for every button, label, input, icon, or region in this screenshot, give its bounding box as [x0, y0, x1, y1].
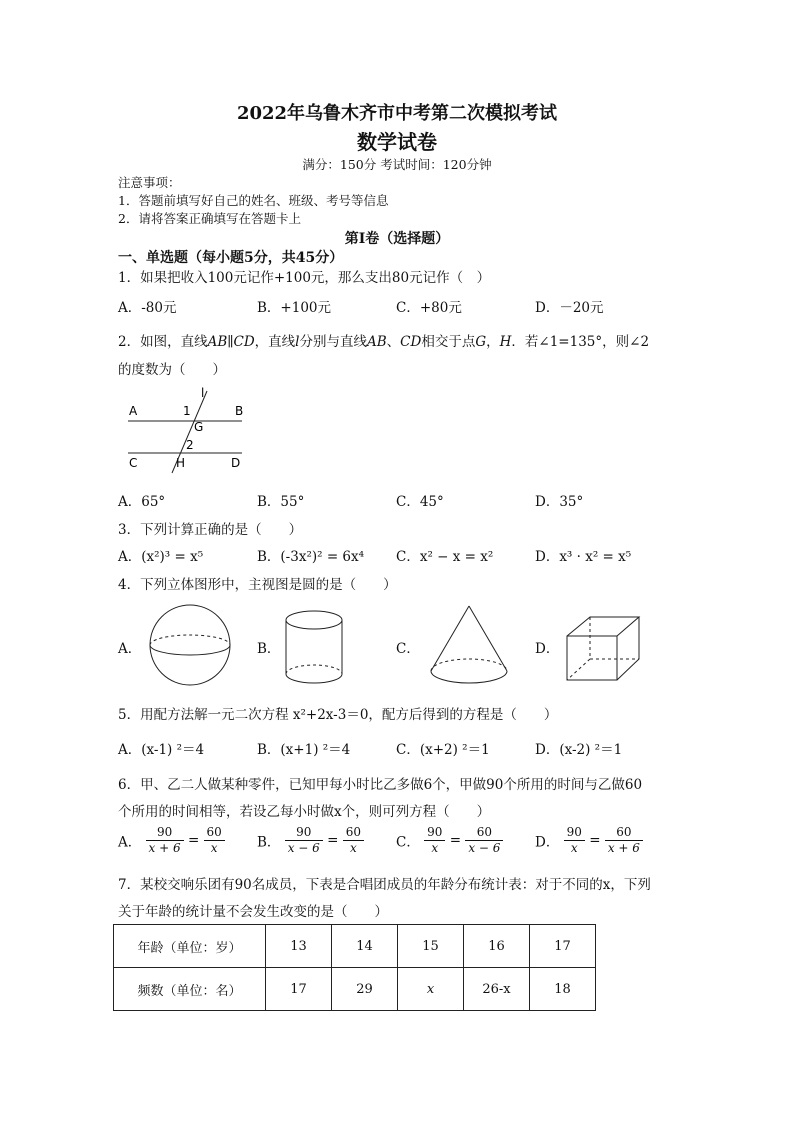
label-c: C — [129, 456, 138, 470]
q4-option-c: C． — [396, 641, 420, 657]
fraction — [424, 825, 445, 856]
numerator: 90 — [424, 825, 445, 841]
score-time: 满分：150分 考试时间：120分钟 — [302, 157, 492, 172]
q6-option-a — [118, 825, 225, 856]
label-b: B — [235, 404, 244, 418]
cylinder-figure — [284, 608, 344, 688]
label-d: D — [231, 456, 241, 470]
q7-stem-line2: 关于年龄的统计量不会发生改变的是（ ） — [118, 904, 388, 920]
q3-option-d: D．x³ · x² = x⁵ — [535, 549, 632, 565]
paper-title: 数学试卷 — [357, 130, 437, 154]
numerator: 60 — [605, 825, 643, 841]
q2-stem-line2: 的度数为（ ） — [118, 362, 226, 378]
fraction — [204, 825, 225, 856]
numerator: 60 — [204, 825, 225, 841]
q6-option-d — [535, 825, 643, 856]
q2-stem — [118, 330, 649, 350]
q2-stem-text: 分别与直线 — [299, 334, 367, 350]
table-cell: 年龄（单位：岁） — [114, 925, 266, 968]
q2-stem-text: ，直线 — [254, 334, 296, 350]
sphere-figure — [146, 604, 234, 686]
denominator: x + 6 — [607, 841, 640, 855]
option-label: A． — [118, 834, 142, 851]
equals-sign: = — [449, 832, 462, 849]
q1-option-b: B．+100元 — [257, 300, 331, 316]
separator: 、 — [386, 334, 401, 350]
cube-figure — [564, 614, 644, 684]
fraction — [605, 825, 643, 856]
note-item: 1．答题前填写好自己的姓名、班级、考号等信息 — [118, 193, 389, 208]
note-item: 2．请将答案正确填写在答题卡上 — [118, 211, 301, 226]
line-ab: AB — [367, 334, 387, 350]
table-cell: 29 — [332, 968, 398, 1011]
label-l: l — [201, 386, 205, 400]
notes-heading: 注意事项： — [118, 175, 181, 190]
q1-option-a: A．-80元 — [118, 300, 177, 316]
denominator: x — [570, 841, 578, 855]
q6-stem: 6．甲、乙二人做某种零件，已知甲每小时比乙多做6个，甲做90个所用的时间与乙做60 — [118, 777, 643, 793]
denominator: x + 6 — [148, 841, 181, 855]
q1-option-d: D．－20元 — [535, 300, 604, 316]
label-1: 1 — [183, 404, 191, 418]
age-distribution-table — [113, 924, 596, 1011]
exam-title: 2022年乌鲁木齐市中考第二次模拟考试 — [236, 103, 558, 124]
fraction — [146, 825, 184, 856]
q5-option-a: A．(x-1) ²＝4 — [118, 742, 205, 758]
q2-stem-text: 相交于点 — [421, 334, 476, 350]
q2-option-a: A．65° — [118, 494, 166, 510]
q2-stem-text: ．若∠1=135°，则∠2 — [511, 334, 650, 350]
q2-option-b: B．55° — [257, 494, 305, 510]
fraction — [285, 825, 323, 856]
q5-option-c: C．(x+2) ²＝1 — [396, 742, 490, 758]
option-label: C． — [396, 834, 420, 851]
point-g: G — [475, 334, 487, 350]
table-row — [114, 925, 596, 968]
q5-stem: 5．用配方法解一元二次方程 x²+2x-3＝0，配方后得到的方程是（ ） — [118, 707, 558, 723]
numerator: 60 — [465, 825, 503, 841]
table-cell: 16 — [464, 925, 530, 968]
line-ab: AB — [207, 334, 228, 350]
line-l: l — [295, 334, 300, 350]
numerator: 90 — [146, 825, 184, 841]
label-h: H — [176, 456, 186, 470]
fraction — [564, 825, 585, 856]
q6-stem-line2: 个所用的时间相等，若设乙每小时做x个，则可列方程（ ） — [118, 804, 491, 820]
numerator: 90 — [564, 825, 585, 841]
table-cell: 频数（单位：名） — [114, 968, 266, 1011]
q4-stem: 4．下列立体图形中，主视图是圆的是（ ） — [118, 577, 397, 593]
q3-option-a: A．(x²)³ = x⁵ — [118, 549, 204, 565]
q4-option-d: D． — [535, 641, 560, 657]
fraction — [465, 825, 503, 856]
q1-stem: 1．如果把收入100元记作+100元，那么支出80元记作（ ） — [118, 270, 491, 286]
label-g: G — [194, 420, 204, 434]
table-cell: 14 — [332, 925, 398, 968]
separator: ， — [486, 334, 500, 350]
table-cell: 17 — [530, 925, 596, 968]
option-label: B． — [257, 834, 281, 851]
q3-option-c: C．x² − x = x² — [396, 549, 494, 565]
q2-figure — [120, 383, 255, 475]
fraction — [343, 825, 364, 856]
q4-option-a: A． — [118, 641, 142, 657]
table-cell: 17 — [266, 968, 332, 1011]
table-cell: x — [398, 968, 464, 1011]
denominator: x — [431, 841, 439, 855]
cone-figure — [428, 604, 510, 688]
denominator: x — [210, 841, 218, 855]
q2-option-d: D．35° — [535, 494, 584, 510]
q6-option-c — [396, 825, 503, 856]
q3-stem: 3．下列计算正确的是（ ） — [118, 522, 303, 538]
q6-option-b — [257, 825, 364, 856]
q5-option-b: B．(x+1) ²＝4 — [257, 742, 351, 758]
line-cd: CD — [233, 334, 255, 350]
table-cell: 13 — [266, 925, 332, 968]
numerator: 90 — [285, 825, 323, 841]
equals-sign: = — [187, 832, 200, 849]
option-label: D． — [535, 834, 560, 851]
denominator: x − 6 — [468, 841, 501, 855]
q1-option-c: C．+80元 — [396, 300, 462, 316]
denominator: x — [349, 841, 357, 855]
parallel-sign: ∥ — [227, 334, 234, 350]
equals-sign: = — [327, 832, 339, 849]
q2-stem-text: 2．如图，直线 — [118, 334, 208, 350]
section-heading: 一、单选题（每小题5分，共45分） — [118, 250, 344, 266]
label-2: 2 — [186, 438, 194, 452]
table-cell: 18 — [530, 968, 596, 1011]
table-row — [114, 968, 596, 1011]
table-cell: 15 — [398, 925, 464, 968]
label-a: A — [129, 404, 138, 418]
numerator: 60 — [343, 825, 364, 841]
q2-option-c: C．45° — [396, 494, 444, 510]
q4-option-b: B． — [257, 641, 281, 657]
line-cd: CD — [400, 334, 422, 350]
point-h: H — [499, 334, 512, 350]
table-cell: 26-x — [464, 968, 530, 1011]
q7-stem: 7．某校交响乐团有90名成员，下表是合唱团成员的年龄分布统计表：对于不同的x，下列 — [118, 877, 651, 893]
denominator: x − 6 — [287, 841, 320, 855]
volume-heading: 第I卷（选择题） — [344, 231, 450, 247]
q3-option-b: B．(-3x²)² = 6x⁴ — [257, 549, 365, 565]
equals-sign: = — [589, 832, 601, 849]
q5-option-d: D．(x-2) ²＝1 — [535, 742, 623, 758]
